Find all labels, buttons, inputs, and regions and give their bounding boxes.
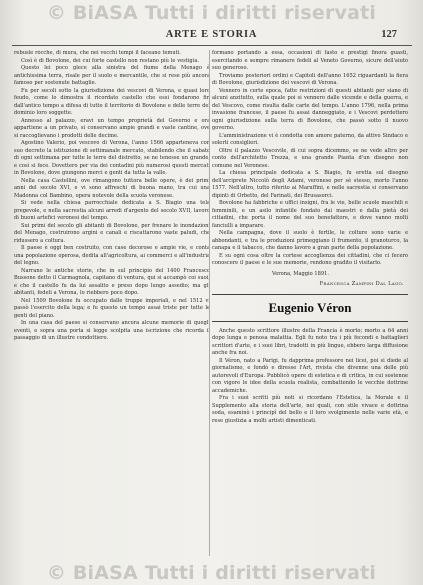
journal-title: ARTE E STORIA bbox=[165, 29, 258, 40]
paragraph: formano portando a essa, occasioni di fasto e prestigi finora guasti, esercitando e sempre rimanere fedeli al Veneto Governo, sicure dell'aiuto suo generoso. bbox=[212, 50, 408, 71]
paragraph: Nella casa Castellini, ove rimangono tuttora belle opere, è dei primi anni del secolo XVI, e vi sono affreschi di buona mano, tra cui una Madonna col Bambino, opera notevole della scuola veronese. bbox=[14, 177, 210, 199]
page-number: 127 bbox=[381, 29, 397, 40]
header-rule bbox=[12, 45, 412, 46]
column-divider bbox=[209, 50, 210, 556]
paragraph: Sui primi del secolo gli abitanti di Bovolone, per frenare le inondazioni del Menago, costruirono argini e canali e riscattarono vaste paludi, che ridussero a coltura. bbox=[14, 222, 210, 244]
paragraph: rebusle rócche, di mura, che nei vecchi tempi il faceano temuti. bbox=[14, 50, 181, 56]
paragraph: Oltre il palazzo Vescovile, di cui sopra dicemmo, se ne vede altro per conto dell'architetto Trezza, e una grande Pianta d'un disegno non comune nel Veronese. bbox=[212, 147, 408, 169]
left-column bbox=[14, 50, 210, 556]
paragraph: E su ogni cosa oltre la cortese accoglienza dei cittadini, che ci fecero conoscere il paese e le sue memorie, rendono gradito il visitarlo. bbox=[212, 252, 408, 266]
paragraph: Così è di Bovolone, dei cui forte castello non restano più le vestigia. bbox=[21, 57, 199, 64]
running-head bbox=[0, 29, 423, 43]
paragraph: Troviamo posteriori ordini e Capitoli dell'anno 1652 riguardanti la fiera di Bovolone, giurisdizione dei vescovi di Verona. bbox=[212, 72, 408, 86]
signature-place-date: Verona, Maggio 1891. bbox=[272, 270, 329, 277]
watermark-bottom: © BiASA Tutti i diritti riservati bbox=[46, 562, 377, 584]
paragraph: Anche questo scrittore illustre della Francia è morto; morto a 64 anni dopo lunga e penosa malattia. Egli fu noto tra i più fecondi e battaglieri scrittori d'arte, e i suoi libri, tradotti in più lingue, ebbero larga diffusione anche fra noi. bbox=[212, 327, 408, 356]
paragraph: L'amministrazione vi è condotta con amore paterno, da attivo Sindaco e solerti consiglieri. bbox=[212, 132, 408, 146]
signature-author: Francesca Zampini Dal Lago. bbox=[319, 280, 404, 287]
paragraph: In una casa del paese si conservano ancora alcune memorie di quegli eventi, e sopra una porta si legge scolpita una iscrizione che ricorda il passaggio di un illustre condottiero. bbox=[14, 320, 210, 341]
paragraph: La chiesa principale dedicata a S. Biagio, fu eretta sul disegno dell'arciprete Niccolò degli Adami, veronese per sè stesso, morto l'anno 1577. Nell'altro, tutto riferito ai Maruffini, e nelle sacrestia si conservano dipinti di Orbetto, del Farinati, dei Brusasorci. bbox=[212, 170, 408, 199]
paragraph: Fu per secoli sotto la giurisdizione dei vescovi di Verona, e quasi loro feudo, come lo dimostra il ricordato castello che essi fondarono fin dall'antico tempo a difesa di tutto il territorio di Bovolone e delle terre del dominio loro soggette. bbox=[14, 87, 210, 116]
paragraph: Annesso al palazzo, eravi un tempo proprietà del Governo e ora appartiene a un privato, si conservano ampie grandi e vaste cantine, ove si raccoglievano i prodotti delle decime. bbox=[14, 117, 210, 139]
paragraph: Agostino Valerio, poi vescovo di Verona, l'anno 1566 apparteneva con suo decreto la istituzione di settimanale mercato, stabilendo che il sabato di ogni settimana per tutte le terre del distretto, se ne tenesse un grande, e così si fece. Dovettero per via dei contadini più numerosi questi mercati in Bovolone, dove giungono merci e genti da tutta la valle. bbox=[14, 140, 210, 176]
paragraph: Nella campagna, dove il suolo è fertile, le colture sono varie e abbondanti, e tra le produzioni primeggiano il frumento, il granoturco, la canapa e il tabacco, che danno lavoro a gran parte della popolazione. bbox=[212, 230, 408, 251]
paragraph: Questo lei poco glece alla sinistra del fiume della Menago è antichissima terra, risale per il suolo e mercantile, che si rese più ancora famoso per sostenute battaglie. bbox=[14, 65, 210, 86]
paragraph: Narrano le antiche storie, che in sul principio del 1400 Francesco Bussone detto il Carmagnola, capitano di ventura, qui si accampò coi suoi, e che il castello fu da lui assalito e preso dopo lungo assedio; ma gli abitanti, fedeli a Verona, lo riebbero poco dopo. bbox=[14, 267, 210, 296]
right-column bbox=[212, 50, 408, 556]
paragraph: Si vede nella chiesa parrocchiale dedicata a S. Biagio una tela pregevole, e nella sacrestia alcuni arredi d'argento del secolo XVII, lavoro di buoni artefici veronesi del tempo. bbox=[14, 200, 210, 221]
article-title: Eugenio Véron bbox=[212, 294, 408, 322]
paragraph: Nel 1509 Bovolone fu occupato dalle truppe imperiali, e nel 1512 vi passò l'esercito della lega; e fu questo un tempo assai triste per tutte le genti del piano. bbox=[14, 297, 210, 319]
paragraph: Vennero in certe epoca, fatte restrizioni di questi abitanti per siano di alcuni anzitutto, sulla quale poi si vennero dalle vicende e della guerra, e del Vescovo, come risulta dalle carte del tempo. L'anno 1796, nella prima invasione francese, il paese fu assai danneggiato, e i Vescovi perdettero ogni giurisdizione sulla terra di Bovolone, che passò sotto il nuovo governo. bbox=[212, 87, 408, 131]
paragraph: Bovolone ha fabbriche e uffici insigni, fra le vie, belle scuole maschili e femminili, e un asilo infantile fondato dai maestri e dalla pietà dei cittadini, che porta il nome del suo benefattore, e dove vanno molti fanciulli a imparare. bbox=[212, 200, 408, 229]
paragraph: Il paese è oggi ben costruito, con case decorose e ampie vie, e conta una popolazione operosa, dedita all'agricoltura, ai commerci e all'industria del legno. bbox=[14, 245, 210, 266]
paragraph: Il Véron, nato a Parigi, fu dapprima professore nei licei, poi si diede al giornalismo, e fondò e diresse l'Art, rivista che divenne una delle più autorevoli d'Europa. Pubblicò opere di estetica e di critica, in cui sostenne con vigore le idee della scuola realista, combattendo le vecchie dottrine accademiche. bbox=[212, 357, 408, 394]
watermark-top: © BiASA Tutti i diritti riservati bbox=[46, 2, 377, 24]
paragraph: Fra i suoi scritti più noti si ricordano l'Estetica, la Morale e il Supplemento alla storia dell'arte, nei quali, con stile vivace e dottrina soda, esaminò i principî del bello e il loro svolgimento nelle varie età, e rese giustizia a molti artisti dimenticati. bbox=[212, 395, 408, 424]
